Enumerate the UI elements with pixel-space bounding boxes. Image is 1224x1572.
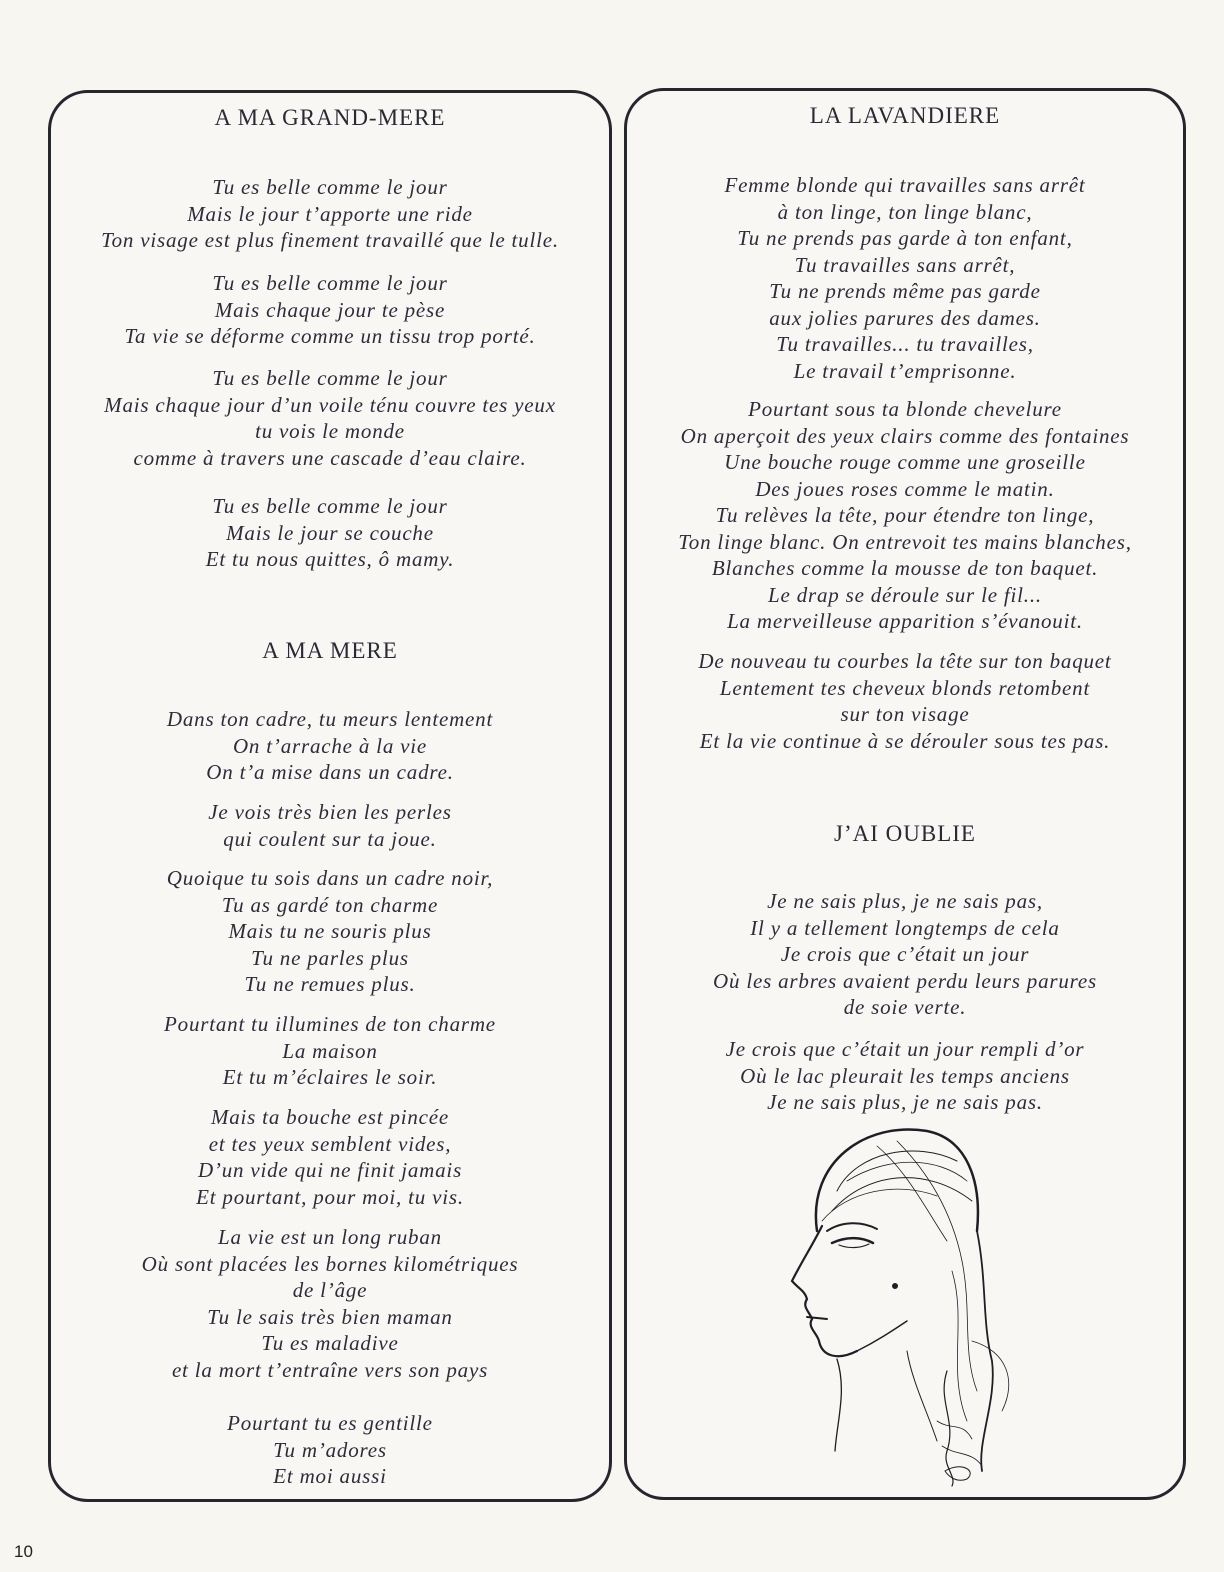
verse-line: Dans ton cadre, tu meurs lentement	[166, 707, 494, 731]
verse-line: Tu travailles... tu travailles,	[776, 332, 1034, 356]
verse-line: Quoique tu sois dans un cadre noir,	[166, 866, 494, 890]
verse-line: Tu le sais très bien maman	[207, 1304, 453, 1329]
verse-line: Ta vie se déforme comme un tissu trop porté.	[124, 324, 536, 348]
left-poem-panel	[48, 90, 612, 1502]
page-number: 10	[14, 1542, 33, 1561]
verse-line: Je crois que c’était un jour	[780, 942, 1030, 966]
verse-line: Et la vie continue à se dérouler sous tes pas.	[699, 728, 1111, 753]
verse-line: Mais tu ne souris plus	[228, 919, 432, 943]
verse-line: qui coulent sur ta joue.	[223, 826, 437, 851]
verse-line: Mais ta bouche est pincée	[210, 1105, 450, 1129]
verse-line: Il y a tellement longtemps de cela	[750, 915, 1060, 940]
verse-line: On t’a mise dans un cadre.	[206, 760, 454, 784]
stanza	[627, 648, 1183, 754]
verse-line: Des joues roses comme le matin.	[755, 476, 1055, 501]
poem-title-lavandiere: LA LAVANDIERE	[809, 103, 1001, 128]
verse-line: Tu as gardé ton charme	[221, 892, 439, 917]
verse-line: La merveilleuse apparition s’évanouit.	[727, 609, 1083, 633]
verse-line: Blanches comme la mousse de ton baquet.	[711, 556, 1099, 580]
verse-line: Le drap se déroule sur le fil...	[768, 582, 1042, 607]
verse-line: Tu es belle comme le jour	[212, 271, 448, 295]
verse-line: Et pourtant, pour moi, tu vis.	[196, 1184, 464, 1209]
stanza	[627, 888, 1183, 1021]
stanza	[51, 1224, 609, 1383]
stanza	[627, 396, 1183, 635]
verse-line: Où sont placées les bornes kilométriques	[141, 1251, 519, 1276]
verse-line: Ton linge blanc. On entrevoit tes mains blanches,	[678, 529, 1132, 554]
verse-line: Mais chaque jour d’un voile ténu couvre tes yeux	[104, 392, 556, 417]
verse-line: comme à travers une cascade d’eau claire.	[133, 445, 527, 470]
verse-line: La vie est un long ruban	[218, 1225, 442, 1249]
verse-line: et tes yeux semblent vides,	[208, 1131, 452, 1156]
verse-line: Tu es maladive	[261, 1331, 399, 1355]
verse-line: Pourtant tu es gentille	[227, 1411, 433, 1435]
verse-line: Tu relèves la tête, pour étendre ton linge,	[715, 503, 1095, 527]
verse-line: Ton visage est plus finement travaillé que le tulle.	[101, 228, 559, 252]
verse-line: Le travail t’emprisonne.	[793, 358, 1017, 383]
verse-line: Et tu nous quittes, ô mamy.	[205, 547, 455, 571]
verse-line: Mais chaque jour te pèse	[214, 297, 446, 322]
verse-line: De nouveau tu courbes la tête sur ton baquet	[698, 649, 1112, 673]
verse-line: de soie verte.	[843, 995, 967, 1019]
stanza	[51, 493, 609, 573]
verse-line: tu vois le monde	[255, 419, 405, 443]
verse-line: Où les arbres avaient perdu leurs parures	[713, 968, 1097, 993]
verse-line: et la mort t’entraîne vers son pays	[171, 1357, 489, 1382]
verse-line: La maison	[282, 1038, 378, 1063]
stanza	[51, 1410, 609, 1490]
stanza	[51, 799, 609, 852]
stanza	[51, 270, 609, 350]
verse-line: Tu ne remues plus.	[244, 972, 416, 996]
verse-line: Tu ne prends pas garde à ton enfant,	[737, 226, 1073, 250]
verse-line: sur ton visage	[840, 702, 970, 726]
verse-line: aux jolies parures des dames.	[769, 305, 1041, 330]
woman-profile-sketch	[777, 1121, 1037, 1491]
verse-line: Pourtant tu illumines de ton charme	[164, 1012, 496, 1036]
verse-line: Tu es belle comme le jour	[212, 175, 448, 199]
poem-title-jai-oublie: J’AI OUBLIE	[834, 821, 976, 846]
verse-line: Tu ne prends même pas garde	[769, 279, 1041, 303]
stanza	[51, 1011, 609, 1091]
poem-title-mere: A MA MERE	[262, 638, 398, 663]
verse-line: Lentement tes cheveux blonds retombent	[719, 675, 1091, 700]
verse-line: Je ne sais plus, je ne sais pas,	[767, 889, 1043, 913]
verse-line: D’un vide qui ne finit jamais	[197, 1158, 463, 1182]
stanza	[51, 865, 609, 998]
right-poem-panel	[624, 88, 1186, 1500]
verse-line: Et moi aussi	[273, 1464, 387, 1488]
verse-line: Tu ne parles plus	[251, 945, 409, 970]
verse-line: Une bouche rouge comme une groseille	[724, 450, 1086, 474]
verse-line: Et tu m’éclaires le soir.	[222, 1065, 438, 1089]
verse-line: Mais le jour t’apporte une ride	[187, 201, 473, 226]
verse-line: Je ne sais plus, je ne sais pas.	[767, 1090, 1043, 1114]
stanza	[627, 1036, 1183, 1116]
verse-line: de l’âge	[292, 1278, 368, 1302]
verse-line: On aperçoit des yeux clairs comme des fontaines	[680, 423, 1130, 448]
stanza	[51, 174, 609, 254]
stanza	[627, 172, 1183, 384]
stanza	[51, 1104, 609, 1210]
stanza	[51, 706, 609, 786]
poem-title-grand-mere: A MA GRAND-MERE	[214, 105, 446, 130]
verse-line: à ton linge, ton linge blanc,	[777, 199, 1033, 224]
verse-line: Pourtant sous ta blonde chevelure	[748, 397, 1062, 421]
verse-line: Tu es belle comme le jour	[212, 494, 448, 518]
stanza	[51, 365, 609, 471]
verse-line: On t’arrache à la vie	[232, 733, 428, 758]
verse-line: Je vois très bien les perles	[208, 800, 452, 824]
verse-line: Je crois que c’était un jour rempli d’or	[725, 1037, 1085, 1061]
verse-line: Mais le jour se couche	[226, 520, 434, 545]
verse-line: Tu m’adores	[273, 1437, 387, 1462]
verse-line: Tu travailles sans arrêt,	[794, 252, 1016, 277]
verse-line: Tu es belle comme le jour	[212, 366, 448, 390]
verse-line: Où le lac pleurait les temps anciens	[740, 1063, 1070, 1088]
verse-line: Femme blonde qui travailles sans arrêt	[724, 173, 1086, 197]
